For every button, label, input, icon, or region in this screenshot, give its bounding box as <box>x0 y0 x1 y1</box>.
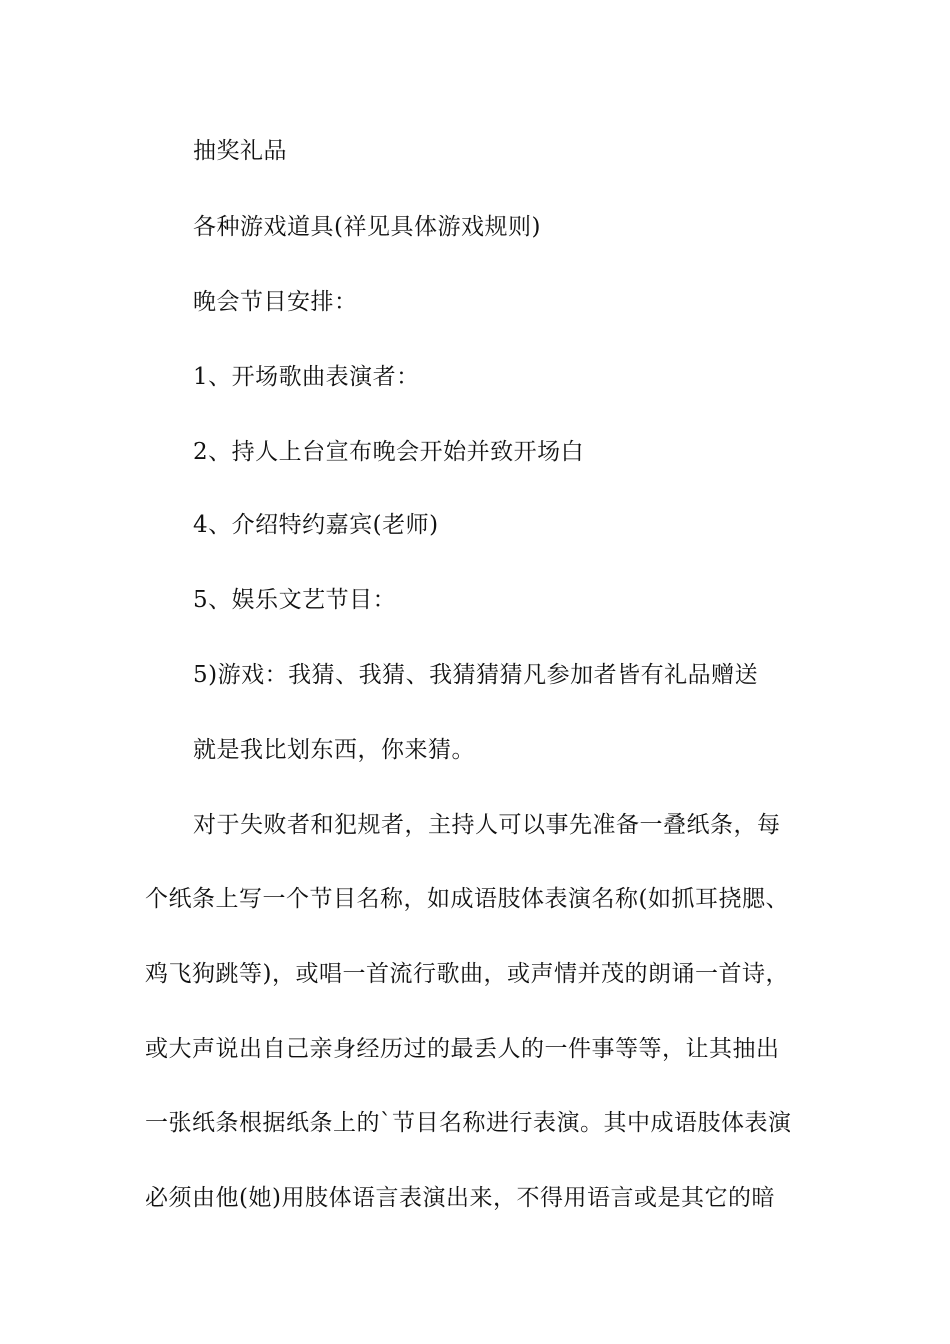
text-line-props: 各种游戏道具(祥见具体游戏规则) <box>193 214 541 240</box>
text-line-game-desc: 就是我比划东西，你来猜。 <box>193 737 475 763</box>
paragraph-line-2: 个纸条上写一个节目名称，如成语肢体表演名称(如抓耳挠腮、 <box>145 886 789 912</box>
text-line-game: 5)游戏：我猜、我猜、我猜猜猜凡参加者皆有礼品赠送 <box>193 662 759 688</box>
paragraph-line-3: 鸡飞狗跳等)，或唱一首流行歌曲，或声情并茂的朗诵一首诗， <box>145 961 789 987</box>
text-line-item-2: 2、持人上台宣布晚会开始并致开场白 <box>193 439 585 465</box>
text-line-prize: 抽奖礼品 <box>193 138 287 164</box>
paragraph-line-5: 一张纸条根据纸条上的`节目名称进行表演。其中成语肢体表演 <box>145 1110 792 1136</box>
paragraph-line-4: 或大声说出自己亲身经历过的最丢人的一件事等等，让其抽出 <box>145 1036 780 1062</box>
text-line-program-heading: 晚会节目安排： <box>193 289 358 315</box>
paragraph-line-6: 必须由他(她)用肢体语言表演出来，不得用语言或是其它的暗 <box>145 1185 775 1211</box>
text-line-item-5: 5、娱乐文艺节目： <box>193 587 397 613</box>
text-line-item-4: 4、介绍特约嘉宾(老师) <box>193 512 439 538</box>
paragraph-line-1: 对于失败者和犯规者，主持人可以事先准备一叠纸条，每 <box>193 812 781 838</box>
text-line-item-1: 1、开场歌曲表演者： <box>193 364 420 390</box>
